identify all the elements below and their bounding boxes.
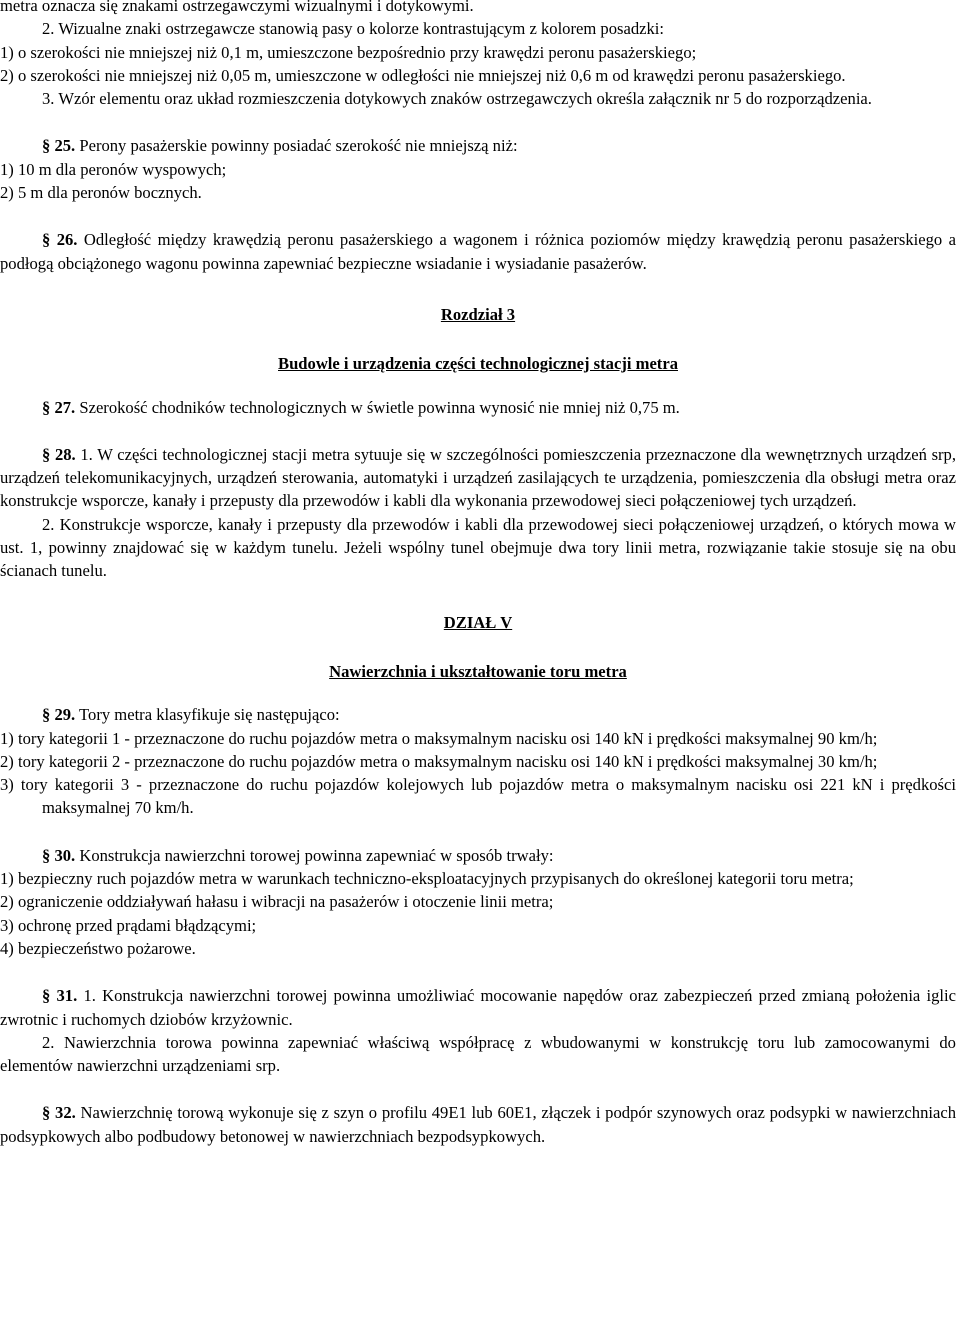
paragraph-continuation: metra oznacza się znakami ostrzegawczymi wizualnymi i dotykowymi. [0, 0, 474, 15]
section-26: § 26. Odległość między krawędzią peronu pasażerskiego a wagonem i różnica poziomów między krawędzią peronu pasażerskiego a podłogą obciążonego wagonu powinna zapewniać bezpieczne wsiadanie i wysiadanie pasażerów. [0, 230, 956, 273]
section-27: § 27. Szerokość chodników technologicznych w świetle powinna wynosić nie mniej niż 0,75 m. [42, 397, 680, 417]
section-number: § 28. [42, 444, 76, 464]
section-31: § 31. 1. Konstrukcja nawierzchni torowej powinna umożliwiać mocowanie napędów oraz zabezpieczeń przed zmianą położenia iglic zwrotnic i ruchomych dziobów krzyżownic. [0, 986, 956, 1029]
list-item: 1) bezpieczny ruch pojazdów metra w warunkach techniczno-eksploatacyjnych przypisanych do określonej kategorii toru metra; [0, 869, 854, 889]
paragraph-number: 2. [42, 514, 55, 534]
section-number: § 25. [42, 136, 76, 156]
list-item: 3) ochronę przed prądami błądzącymi; [0, 915, 257, 935]
list-item: 2) ograniczenie oddziaływań hałasu i wibracji na pasażerów i otoczenie linii metra; [0, 892, 554, 912]
section-number: § 27. [42, 397, 76, 417]
paragraph-number: 3. [42, 89, 55, 109]
list-item: 4) bezpieczeństwo pożarowe. [0, 938, 196, 958]
list-item: 1) 10 m dla peronów wyspowych; [0, 159, 227, 179]
list-item: 2) tory kategorii 2 - przeznaczone do ruchu pojazdów metra o maksymalnym nacisku osi 140 kN i prędkości maksymalnej 30 km/h; [0, 751, 878, 771]
division-subtitle: Nawierzchnia i ukształtowanie toru metra [329, 661, 627, 681]
list-item: 1) tory kategorii 1 - przeznaczone do ruchu pojazdów metra o maksymalnym nacisku osi 140 kN i prędkości maksymalnej 90 km/h; [0, 728, 878, 748]
section-number: § 30. [42, 845, 76, 865]
list-item: 3) tory kategorii 3 - przeznaczone do ruchu pojazdów kolejowych lub pojazdów metra o maksymalnym nacisku osi 221 kN i prędkości maksymalnej 70 km/h. [0, 775, 956, 818]
section-29: § 29. Tory metra klasyfikuje się następująco: [42, 705, 340, 725]
paragraph-number: 1. [83, 986, 96, 1006]
section-number: § 31. [42, 986, 78, 1006]
paragraph-number: 2. [42, 1032, 55, 1052]
paragraph-2: 2. Wizualne znaki ostrzegawcze stanowią pasy o kolorze kontrastującym z kolorem posadzki: [42, 19, 665, 39]
section-number: § 26. [42, 230, 78, 250]
section-32: § 32. Nawierzchnię torową wykonuje się z szyn o profilu 49E1 lub 60E1, złączek i podpór szynowych oraz podsypki w nawierzchniach podsypkowych albo podbudowy betonowej w nawierzchniach bezpodsypkowych. [0, 1103, 957, 1146]
section-25: § 25. Perony pasażerskie powinny posiadać szerokość nie mniejszą niż: [42, 136, 518, 156]
list-item: 2) o szerokości nie mniejszej niż 0,05 m, umieszczone w odległości nie mniejszej niż 0,6 m od krawędzi peronu pasażerskiego. [0, 65, 846, 85]
paragraph-number: 2. [42, 19, 55, 39]
paragraph-2: 2. Konstrukcje wsporcze, kanały i przepusty dla przewodów i kabli dla przewodowej sieci połączeniowej urządzeń, o których mowa w ust. 1, powinny znajdować się w każdym tunelu. Jeżeli wspólny tunel obejmuje dwa tory linii metra, rozwiązanie takie stosuje się na obu ścianach tunelu. [0, 514, 956, 581]
list-item: 2) 5 m dla peronów bocznych. [0, 183, 202, 203]
paragraph-3: 3. Wzór elementu oraz układ rozmieszczenia dotykowych znaków ostrzegawczych określa załącznik nr 5 do rozporządzenia. [42, 89, 872, 109]
division-title: DZIAŁ V [443, 612, 513, 632]
section-28: § 28. 1. W części technologicznej stacji metra sytuuje się w szczególności pomieszczenia przeznaczone dla wewnętrznych urządzeń srp, urządzeń telekomunikacyjnych, urządzeń sterowania, automatyki i urządzeń zasilających te urządzenia, pomieszczenia dla obsługi metra oraz konstrukcje wsporcze, kanały i przepusty dla przewodów i kabli dla wykonania przewodowej sieci połączeniowej tych urządzeń. [0, 444, 956, 511]
chapter-subtitle: Budowle i urządzenia części technologicznej stacji metra [278, 354, 678, 374]
chapter-title: Rozdział 3 [440, 304, 516, 324]
section-30: § 30. Konstrukcja nawierzchni torowej powinna zapewniać w sposób trwały: [42, 845, 554, 865]
paragraph-number: 1. [80, 444, 93, 464]
section-number: § 29. [42, 705, 76, 725]
paragraph-2: 2. Nawierzchnia torowa powinna zapewniać właściwą współpracę z wbudowanymi w konstrukcję toru lub zamocowanymi do elementów nawierzchni urządzeniami srp. [0, 1032, 956, 1076]
list-item: 1) o szerokości nie mniejszej niż 0,1 m, umieszczone bezpośrednio przy krawędzi peronu pasażerskiego; [0, 42, 697, 62]
section-number: § 32. [42, 1103, 76, 1123]
